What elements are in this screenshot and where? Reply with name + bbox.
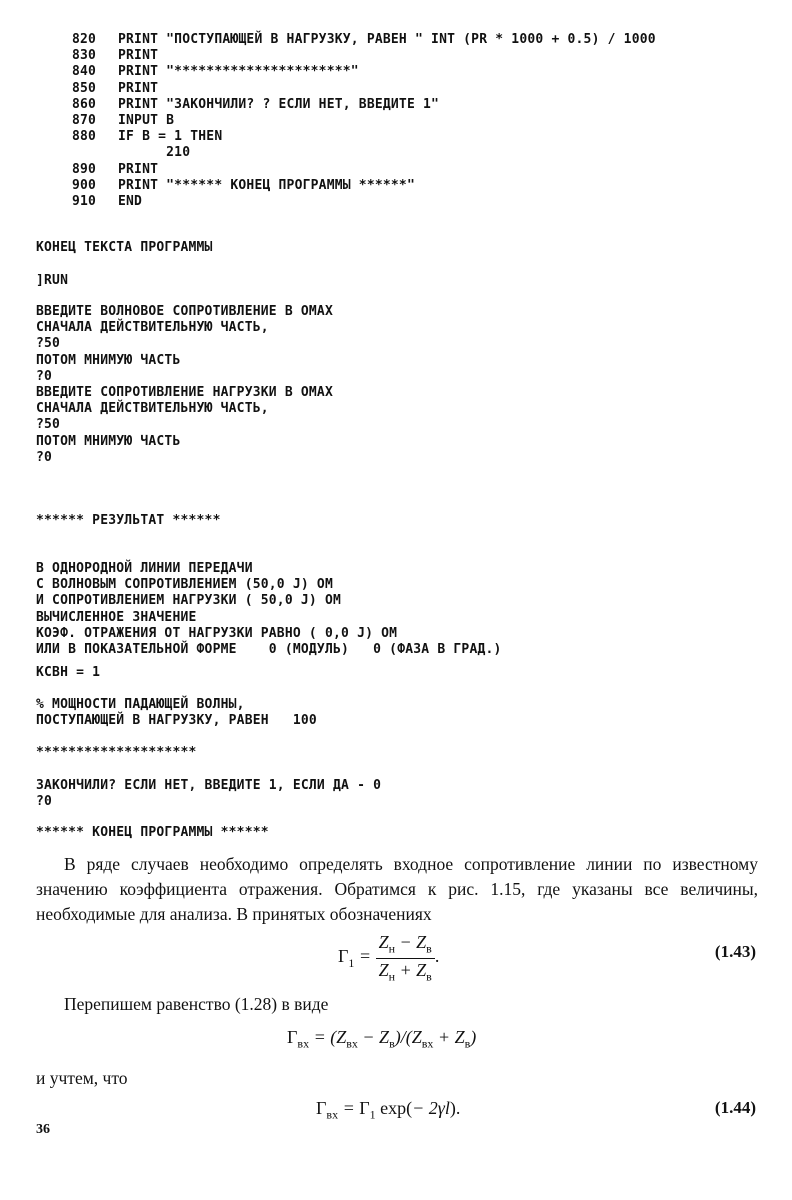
result-line: И СОПРОТИВЛЕНИЕМ НАГРУЗКИ ( 50,0 J) ОМ [36,593,342,609]
input-block [36,304,776,466]
code-line-number [72,145,118,161]
power-line: ПОСТУПАЮЩЕЙ В НАГРУЗКУ, РАВЕН 100 [36,713,317,729]
input-line: ?50 [36,336,61,352]
paragraph-intro-text: В ряде случаев необходимо определять входное сопротивление линии по известному значению коэффициента отражения. Обратимся к рис. 1.15, где указаны все величины, необходимые для анализа. В принятых обозначениях [36,854,758,924]
code-line [72,64,772,80]
code-line-text: 210 [118,145,191,161]
code-line-number: 840 [72,64,97,80]
power-line: % МОЩНОСТИ ПАДАЮЩЕЙ ВОЛНЫ, [36,697,245,712]
code-line-text: PRINT "**********************" [118,64,359,80]
paragraph-rewrite: Перепишем равенство (1.28) в виде [64,994,329,1014]
paragraph-note: и учтем, что [36,1068,128,1088]
equation-1-44-label: (1.44) [714,1098,756,1117]
input-line: ВВЕДИТЕ ВОЛНОВОЕ СОПРОТИВЛЕНИЕ В ОМАХ [36,304,333,319]
code-line-text: END [118,194,143,210]
input-line: ВВЕДИТЕ СОПРОТИВЛЕНИЕ НАГРУЗКИ В ОМАХ [36,385,333,401]
run-command: ]RUN [36,273,69,288]
end-program-line: ****** КОНЕЦ ПРОГРАММЫ ****** [36,825,269,840]
result-line: В ОДНОРОДНОЙ ЛИНИИ ПЕРЕДАЧИ [36,561,253,576]
input-line: ?50 [36,417,61,433]
paragraph-intro [36,852,758,927]
code-line-text: PRINT [118,161,159,177]
code-line-text: PRINT "****** КОНЕЦ ПРОГРАММЫ ******" [118,177,415,193]
code-line-number: 910 [72,194,97,210]
code-line [72,145,772,161]
code-line-number: 870 [72,113,97,129]
input-line: СНАЧАЛА ДЕЙСТВИТЕЛЬНУЮ ЧАСТЬ, [36,320,269,336]
code-line [72,32,772,48]
vswr-line: КСВН = 1 [36,665,101,680]
finish-line: ?0 [36,794,53,810]
result-line: ВЫЧИСЛЕННОЕ ЗНАЧЕНИЕ [36,609,197,625]
code-line-text: PRINT "ЗАКОНЧИЛИ? ? ЕСЛИ НЕТ, ВВЕДИТЕ 1" [118,96,440,112]
input-line: ?0 [36,368,53,384]
finish-block [36,778,776,810]
input-line: ?0 [36,449,53,465]
result-block [36,561,776,658]
result-line: КОЭФ. ОТРАЖЕНИЯ ОТ НАГРУЗКИ РАВНО ( 0,0 J) ОМ [36,625,398,641]
equation-1-43-label: (1.43) [714,942,756,961]
code-line-text: PRINT [118,80,159,96]
code-line-text: PRINT "ПОСТУПАЮЩЕЙ В НАГРУЗКУ, РАВЕН " INT (PR * 1000 + 0.5) / 1000 [118,32,656,47]
code-line-number: 860 [72,96,97,112]
code-line-number: 880 [72,129,97,145]
code-line-number: 900 [72,177,97,193]
code-line [72,178,772,194]
code-listing [72,32,772,210]
code-line-number: 850 [72,80,97,96]
power-block [36,697,776,729]
finish-line: ЗАКОНЧИЛИ? ЕСЛИ НЕТ, ВВЕДИТЕ 1, ЕСЛИ ДА - 0 [36,778,382,793]
result-header: ****** РЕЗУЛЬТАТ ****** [36,513,221,528]
code-line-number: 890 [72,161,97,177]
code-line-text: INPUT B [118,113,175,129]
input-line: СНАЧАЛА ДЕЙСТВИТЕЛЬНУЮ ЧАСТЬ, [36,401,269,417]
end-of-listing: КОНЕЦ ТЕКСТА ПРОГРАММЫ [36,240,213,255]
result-line: С ВОЛНОВЫМ СОПРОТИВЛЕНИЕМ (50,0 J) ОМ [36,577,333,593]
code-line [72,162,772,178]
equation-1-44: $\Gamma_{вх} = \Gamma_1$ exp(− 2γl). [316,1098,461,1122]
equation-1-43: $\Gamma_1$ = $\frac{Z_н - Z_в}{Z_н + Z_в}$ . [338,932,440,984]
code-line-text: IF B = 1 THEN [118,129,223,145]
result-line: ИЛИ В ПОКАЗАТЕЛЬНОЙ ФОРМЕ 0 (МОДУЛЬ) 0 (ФАЗА В ГРАД.) [36,642,502,658]
code-line [72,113,772,129]
input-line: ПОТОМ МНИМУЮ ЧАСТЬ [36,352,181,368]
code-line-number: 820 [72,32,97,47]
code-line-number: 830 [72,48,97,64]
code-line [72,97,772,113]
code-line [72,194,772,210]
page-number: 36 [36,1122,50,1137]
stars-line: ******************** [36,745,197,760]
code-line-text: PRINT [118,48,159,64]
input-line: ПОТОМ МНИМУЮ ЧАСТЬ [36,433,181,449]
code-line [72,81,772,97]
code-line [72,129,772,145]
equation-input-reflection: $\Gamma_{вх} = (Z_{вх} - Z_в)/(Z_{вх} + Z_в)$ [287,1027,477,1051]
code-line [72,48,772,64]
